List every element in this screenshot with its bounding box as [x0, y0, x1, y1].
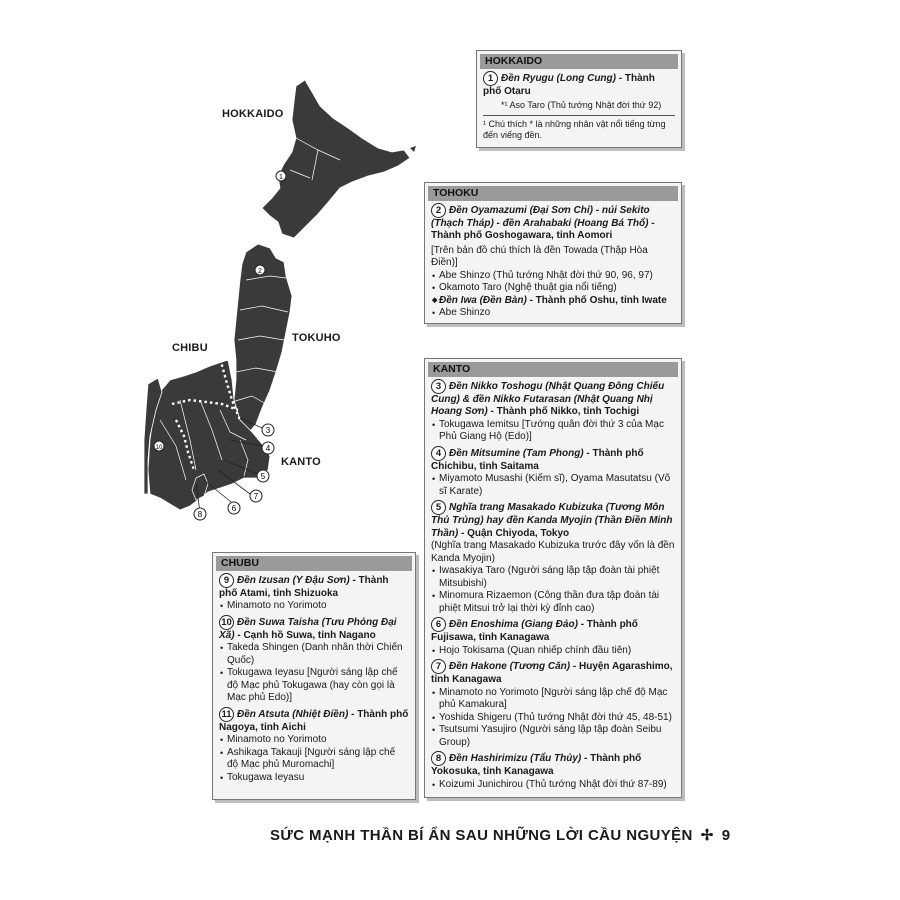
label-hokkaido: HOKKAIDO: [222, 108, 284, 120]
chubu-box: [212, 552, 416, 800]
svg-text:5: 5: [260, 472, 266, 481]
label-kanto: KANTO: [281, 456, 321, 468]
svg-text:4: 4: [265, 444, 271, 453]
tohoku-person-1: • Abe Shinzo (Thủ tướng Nhật đời thứ 90, 96, 97): [431, 270, 675, 283]
entry-7: 7 Đền Hakone (Tương Căn) - Huyện Agarashimo, tỉnh Kanagawa • Minamoto no Yorimoto [Người sáng lập chế độ Mạc phủ Kamakura] • Yoshida Shigeru (Thủ tướng Nhật đời thứ 45, 48-51) • Tsutsumi Yasujiro (Người sáng lập tập đoàn Seibu Group): [431, 659, 675, 749]
svg-text:2: 2: [258, 268, 262, 275]
svg-text:6: 6: [231, 504, 237, 513]
marker-3[interactable]: [262, 424, 274, 436]
chubu-heading: CHUBU: [216, 556, 412, 571]
marker-5[interactable]: [257, 470, 269, 482]
hokkaido-island: [262, 80, 410, 238]
hokkaido-box: [476, 50, 682, 148]
marker-10[interactable]: [154, 441, 164, 451]
entry-3: 3 Đền Nikko Toshogu (Nhật Quang Đông Chiếu Cung) & đền Nikko Futarasan (Nhật Quang Nhị Hoang Sơn) - Thành phố Nikko, tỉnh Tochigi • Tokugawa Iemitsu [Tướng quân đời thứ 3 của Mạc Phủ Giang Hộ (Edo)]: [431, 379, 675, 444]
svg-text:8: 8: [197, 510, 203, 519]
tohoku-box: [424, 182, 682, 324]
entry-6: 6 Đền Enoshima (Giang Đảo) - Thành phố Fujisawa, tỉnh Kanagawa • Hojo Tokisama (Quan nhiếp chính đầu tiên): [431, 617, 675, 657]
hokkaido-person: *¹ Aso Taro (Thủ tướng Nhật đời thứ 92): [501, 100, 662, 110]
entry-11: 11 Đền Atsuta (Nhiệt Điền) - Thành phố Nagoya, tỉnh Aichi • Minamoto no Yorimoto • Ashikaga Takauji [Người sáng lập chế độ Mạc phủ Muromachi] • Tokugawa Ieyasu: [219, 707, 409, 785]
entry-1: 1 Đền Ryugu (Long Cung) - Thành phố Otaru: [483, 72, 655, 97]
entry-8: 8 Đền Hashirimizu (Tẩu Thủy) - Thành phố Yokosuka, tỉnh Kanagawa • Koizumi Junichirou (Thủ tướng Nhật đời thứ 87-89): [431, 751, 675, 791]
page-footer: [270, 826, 790, 844]
label-chibu: CHIBU: [172, 342, 208, 354]
marker-2[interactable]: [255, 265, 265, 275]
cross-flower-icon: ✢: [700, 827, 714, 844]
entry-4: 4 Đền Mitsumine (Tam Phong) - Thành phố Chichibu, tỉnh Saitama • Miyamoto Musashi (Kiếm sĩ), Oyama Masutatsu (Võ sĩ Karate): [431, 446, 675, 499]
entry-5: 5 Nghĩa trang Masakado Kubizuka (Tương Môn Thủ Trủng) hay đền Kanda Myojin (Thần Điền Minh Thần) - Quận Chiyoda, Tokyo (Nghĩa trang Masakado Kubizuka trước đây vốn là đền Kanda Myojin) • Iwasakiya Taro (Người sáng lập tập đoàn tài phiệt Mitsubishi) • Minomura Rizaemon (Công thần đưa tập đoàn tài phiệt Mitsui trở lại thời kỳ đỉnh cao): [431, 500, 675, 615]
kanto-box: [424, 358, 682, 798]
marker-6[interactable]: [228, 502, 240, 514]
book-title: SỨC MẠNH THẦN BÍ ẨN SAU NHỮNG LỜI CẦU NGUYỆN: [270, 826, 693, 844]
label-tokuho: TOKUHO: [292, 332, 341, 344]
svg-text:3: 3: [265, 426, 271, 435]
svg-text:10: 10: [155, 445, 163, 451]
tohoku-sub-entry: ◆ Đền Iwa (Đền Bàn) - Thành phố Oshu, tỉnh Iwate: [431, 295, 675, 308]
hokkaido-heading: HOKKAIDO: [480, 54, 678, 69]
kuril-islet: [410, 146, 416, 152]
marker-7[interactable]: [250, 490, 262, 502]
marker-4[interactable]: [262, 442, 274, 454]
entry-2: 2 Đền Oyamazumi (Đại Sơn Chỉ) - núi Sekito (Thạch Tháp) - đền Arahabaki (Hoang Bá Thổ) - Thành phố Goshogawara, tỉnh Aomori: [431, 204, 655, 241]
svg-text:1: 1: [279, 174, 283, 181]
entry-9: 9 Đền Izusan (Y Đậu Sơn) - Thành phố Atami, tỉnh Shizuoka • Minamoto no Yorimoto: [219, 573, 409, 613]
tohoku-heading: TOHOKU: [428, 186, 678, 201]
tohoku-person-3: • Abe Shinzo: [431, 307, 675, 320]
svg-text:7: 7: [253, 492, 259, 501]
entry-10: 10 Đền Suwa Taisha (Tưu Phỏng Đại Xã) - Cạnh hồ Suwa, tỉnh Nagano • Takeda Shingen (Danh nhân thời Chiến Quốc) • Tokugawa Ieyasu [Người sáng lập chế độ Mạc phủ Tokugawa (hay còn gọi là Mạc phủ Edo)]: [219, 615, 409, 705]
marker-1[interactable]: [276, 171, 286, 181]
hokkaido-footnote: ¹ Chú thích * là những nhân vật nổi tiếng từng đến viếng đền.: [483, 119, 666, 140]
marker-8[interactable]: [194, 508, 206, 520]
tohoku-bracket-note: [Trên bản đồ chú thích là đền Towada (Thập Hòa Điền)]: [431, 244, 648, 268]
tohoku-person-2: • Okamoto Taro (Nghệ thuật gia nổi tiếng): [431, 282, 675, 295]
page-number: 9: [721, 826, 731, 844]
kanto-heading: KANTO: [428, 362, 678, 377]
